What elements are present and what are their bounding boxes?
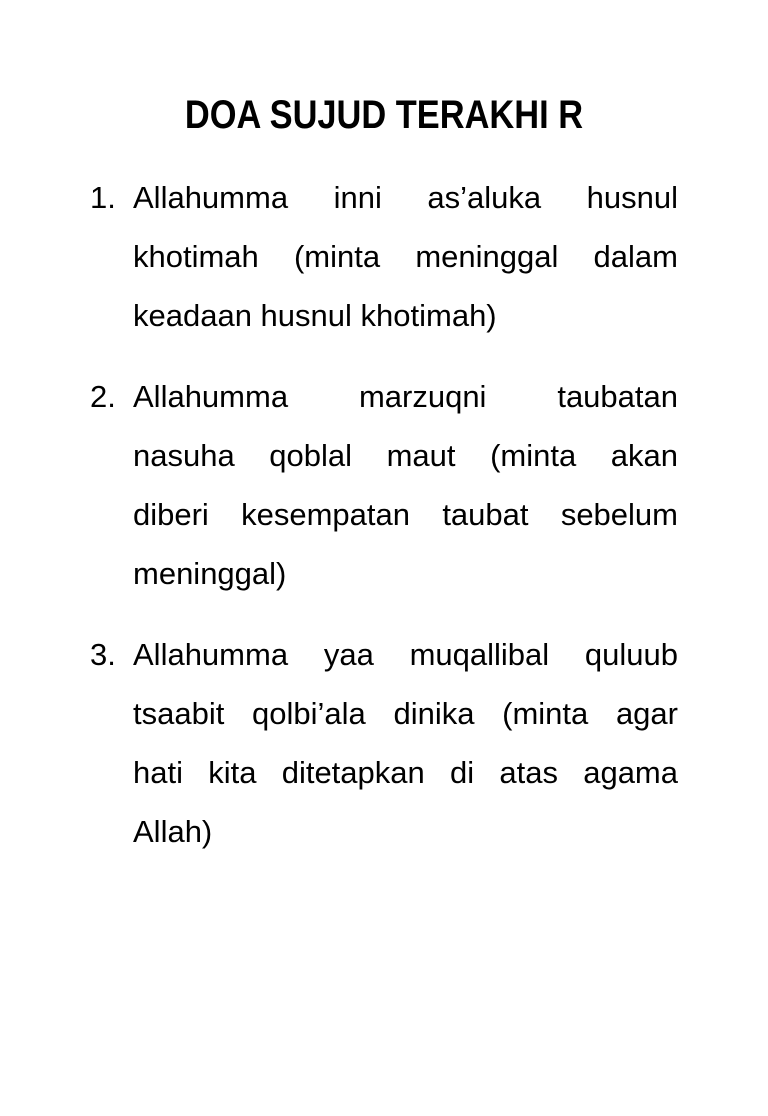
list-item-number: 3. bbox=[90, 637, 116, 672]
text-line: Allahumma inni as’aluka husnul bbox=[133, 180, 678, 215]
text-line: Allahumma marzuqni taubatan bbox=[133, 379, 678, 414]
list-item-number: 2. bbox=[90, 379, 116, 414]
text-line: diberi kesempatan taubat sebelum bbox=[133, 497, 678, 532]
text-line: Allahumma yaa muqallibal quluub bbox=[133, 637, 678, 672]
text-line: tsaabit qolbi’ala dinika (minta agar bbox=[133, 696, 678, 731]
list-item bbox=[90, 367, 768, 603]
text-line: meninggal) bbox=[133, 556, 287, 591]
list-item bbox=[90, 168, 768, 345]
list-item bbox=[90, 625, 768, 861]
page-title: DOA SUJUD TERAKHI R bbox=[184, 93, 584, 137]
text-line: khotimah (minta meninggal dalam bbox=[133, 239, 678, 274]
list-item-text bbox=[133, 367, 678, 603]
text-line: nasuha qoblal maut (minta akan bbox=[133, 438, 678, 473]
list-item-text bbox=[133, 168, 678, 345]
text-line: hati kita ditetapkan di atas agama bbox=[133, 755, 678, 790]
list-item-number: 1. bbox=[90, 180, 116, 215]
prayer-list bbox=[0, 168, 768, 861]
list-item-text bbox=[133, 625, 678, 861]
text-line: Allah) bbox=[133, 814, 213, 849]
document-page bbox=[0, 92, 768, 1116]
text-line: keadaan husnul khotimah) bbox=[133, 298, 497, 333]
